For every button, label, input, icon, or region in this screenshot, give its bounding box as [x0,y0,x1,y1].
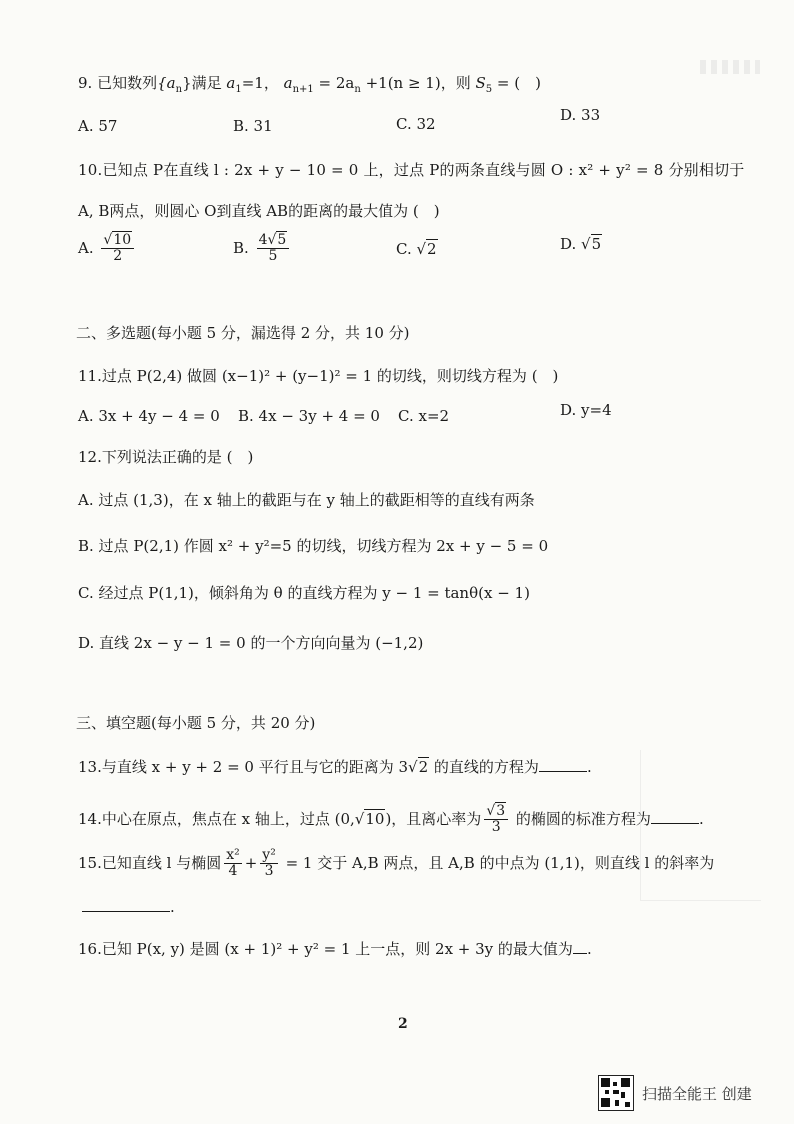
page-number: 2 [398,1016,408,1032]
q16-answer-blank[interactable] [573,953,587,954]
q13-stem: 13.与直线 x + y + 2 = 0 平行且与它的距离为 3√2 的直线的方程为 . [78,758,592,776]
q14-frac: $\frac{√3}{3}$ [484,804,508,836]
q9-tail: = ( ) [492,74,541,92]
q10-option-a-frac: $\frac{√10}{2}$ [101,233,134,265]
q9-cond2-rest: = 2a [313,74,355,92]
q15-tail: . [170,898,175,916]
q11-number: 11. [78,367,102,385]
bleed-through-mark [700,60,760,74]
q10-option-b-coef: 4 [258,232,268,248]
q13-text-b: 的直线的方程为 [429,758,539,776]
q11-option-b: B. 4x − 3y + 4 = 0 [238,407,380,425]
q10-option-d-label: D. [560,235,577,253]
qr-code-icon [598,1075,634,1111]
q11-option-d: D. y=4 [560,401,612,419]
q10-option-a-num: 10 [113,232,132,248]
q15-frac-y [260,848,278,880]
q10-stem-line1 [78,159,744,180]
q9-s5-sub: 5 [485,84,493,95]
q9-stem [78,72,541,95]
q15-frac-x-den: 4 [228,863,238,880]
q10-option-c: C. √2 [396,240,437,258]
q9-text: 已知数列 [97,74,158,92]
q10-option-a-label: A. [78,238,94,257]
q9-option-b: B. 31 [233,117,273,135]
q10-option-d: D. √5 [560,235,602,253]
q9-text-b: }满足 [182,74,222,92]
q10-option-b-den: 5 [268,248,278,265]
q15-text-a: 已知直线 l 与椭圆 [101,853,222,872]
q10-option-b-frac: $\frac{4√5}{5}$ [257,233,290,265]
q12-option-d: D. 直线 2x − y − 1 = 0 的一个方向向量为 (−1,2) [78,634,424,652]
q13-number: 13. [78,758,102,776]
scanner-watermark: 扫描全能王 创建 [642,1085,752,1103]
q15-frac-y-den: 3 [264,863,274,880]
q15-frac-y-num: y² [262,847,276,863]
q15-answer-line [82,898,175,916]
q12-option-a: A. 过点 (1,3)，在 x 轴上的截距与在 y 轴上的截距相等的直线有两条 [78,491,535,509]
q11-option-c: C. x=2 [398,407,450,425]
section-multi-choice-heading: 二、多选题(每小题 5 分，漏选得 2 分，共 10 分) [76,324,410,342]
q15-frac-x-num: x² [226,847,240,863]
q12-stem [78,446,253,467]
q10-option-c-val: 2 [427,240,437,258]
q12-text: 下列说法正确的是 ( ) [101,448,254,466]
q9-cond2-sub2: n [354,84,361,95]
q15-number: 15. [78,853,102,872]
q15-frac-x [224,848,242,880]
q10-option-a [78,233,137,265]
q16-number: 16. [78,940,102,958]
q9-cond2-tail: +1(n ≥ 1)，则 [360,74,471,92]
q10-line1: 已知点 P在直线 l : 2x + y − 10 = 0 上，过点 P的两条直线与圆 O : x² + y² = 8 分别相切于 [102,161,745,179]
q16-tail: . [586,940,592,958]
q9-option-d: D. 33 [560,106,601,124]
q14-rad: 10 [365,809,385,828]
q16-stem [78,938,592,959]
q9-seq: {a [157,74,176,92]
q14-frac-den: 3 [491,819,501,836]
q10-option-d-val: 5 [591,235,602,253]
q9-seq-sub: n [175,84,183,95]
q9-option-a: A. 57 [78,117,118,135]
q10-option-b [233,233,292,265]
q13-tail: . [586,758,592,776]
q15-plus: + [244,853,258,872]
q10-option-a-den: 2 [113,248,123,265]
q9-cond1: a [226,74,236,92]
q9-cond1-rest: =1， [241,74,279,92]
bleed-through-shape [640,750,761,901]
q11-text: 过点 P(2,4) 做圆 (x−1)² + (y−1)² = 1 的切线，则切线方程为 ( ) [101,367,559,385]
q10-option-b-num: 5 [277,232,287,248]
q11-option-a: A. 3x + 4y − 4 = 0 [78,407,220,425]
q12-option-b: B. 过点 P(2,1) 作圆 x² + y²=5 的切线，切线方程为 2x + y − 5 = 0 [78,537,549,555]
q14-text-c: 的椭圆的标准方程为 [511,809,651,828]
q14-number: 14. [78,809,102,828]
q9-cond1-sub: 1 [235,84,242,95]
q10-option-c-label: C. [396,240,412,258]
q14-frac-num: 3 [496,803,506,819]
q9-cond2-sub: n+1 [292,84,314,95]
q12-number: 12. [78,448,102,466]
q10-number: 10. [78,161,103,179]
q11-stem [78,365,558,386]
q9-s5: S [475,74,486,92]
q9-number: 9. [78,74,93,92]
q14-text-b: )，且离心率为 [385,809,482,828]
q15-text-b: = 1 交于 A,B 两点，且 A,B 的中点为 (1,1)，则直线 l 的斜率为 [280,853,715,872]
q10-option-b-label: B. [233,238,249,257]
q14-text-a: 中心在原点，焦点在 x 轴上，过点 (0, [101,809,355,828]
q16-text: 已知 P(x, y) 是圆 (x + 1)² + y² = 1 上一点，则 2x + 3y 的最大值为 [101,940,573,958]
q12-option-c: C. 经过点 P(1,1)，倾斜角为 θ 的直线方程为 y − 1 = tanθ(x − 1) [78,584,530,602]
q13-answer-blank[interactable] [539,771,587,772]
section-fill-blank-heading: 三、填空题(每小题 5 分，共 20 分) [76,714,316,732]
q14-tail: . [698,809,704,828]
q13-text-a: 与直线 x + y + 2 = 0 平行且与它的距离为 3 [101,758,409,776]
q9-option-c: C. 32 [396,115,436,133]
q13-rad: 2 [418,758,429,776]
q9-cond2: a [283,74,293,92]
q15-answer-blank[interactable] [82,911,170,912]
q10-stem-line2: A, B两点，则圆心 O到直线 AB的距离的最大值为 ( ) [78,202,440,220]
q14-stem: 14.中心在原点，焦点在 x 轴上，过点 (0,√10)，且离心率为 $\frac{√3}{3}$ 的椭圆的标准方程为 . [78,803,704,836]
q15-stem [78,848,714,880]
